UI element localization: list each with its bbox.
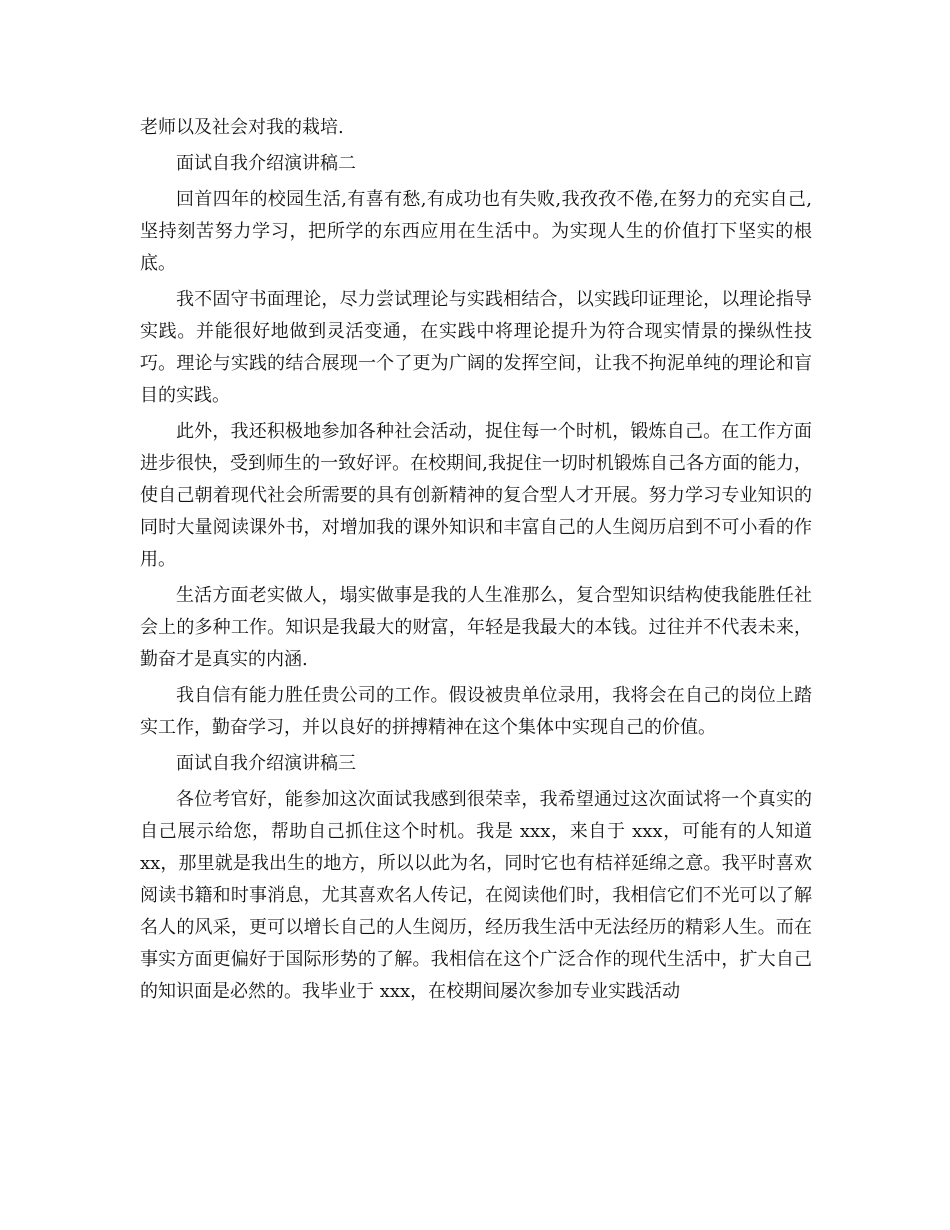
paragraph: 此外，我还积极地参加各种社会活动，捉住每一个时机，锻炼自己。在工作方面进步很快，受到师生的一致好评。在校期间,我捉住一切时机锻炼自己各方面的能力，使自己朝着现代社会所需要的具有创新精神的复合型人才开展。努力学习专业知识的同时大量阅读课外书，对增加我的课外知识和丰富自己的人生阅历启到不可小看的作用。: [140, 421, 812, 570]
paragraph: 我不固守书面理论，尽力尝试理论与实践相结合，以实践印证理论，以理论指导实践。并能很好地做到灵活变通，在实践中将理论提升为符合现实情景的操纵性技巧。理论与实践的结合展现一个了更为广阔的发挥空间，让我不拘泥单纯的理论和盲目的实践。: [140, 289, 812, 406]
section-heading-3: 面试自我介绍演讲稿三: [176, 753, 356, 774]
section-heading-2: 面试自我介绍演讲稿二: [176, 153, 356, 174]
paragraph: 我自信有能力胜任贵公司的工作。假设被贵单位录用，我将会在自己的岗位上踏实工作，勤奋学习，并以良好的拼搏精神在这个集体中实现自己的价值。: [140, 685, 812, 738]
paragraph-continuation: 老师以及社会对我的栽培.: [140, 117, 344, 138]
document-body: [140, 112, 812, 1012]
paragraph: 回首四年的校园生活,有喜有愁,有成功也有失败,我孜孜不倦,在努力的充实自己,坚持刻苦努力学习，把所学的东西应用在生活中。为实现人生的价值打下坚实的根底。: [140, 189, 812, 274]
paragraph: 各位考官好，能参加这次面试我感到很荣幸，我希望通过这次面试将一个真实的自己展示给您，帮助自己抓住这个时机。我是 xxx，来自于 xxx，可能有的人知道 xx，那里就是我出生的地方，所以以此为名，同时它也有桔祥延绵之意。我平时喜欢阅读书籍和时事消息，尤其喜欢名人传记，在阅读他们时，我相信它们不光可以了解名人的风采，更可以增长自己的人生阅历，经历我生活中无法经历的精彩人生。而在事实方面更偏好于国际形势的了解。我相信在这个广泛合作的现代生活中，扩大自己的知识面是必然的。我毕业于 xxx，在校期间屡次参加专业实践活动: [140, 789, 812, 1002]
paragraph: 生活方面老实做人，塌实做事是我的人生准那么，复合型知识结构使我能胜任社会上的多种工作。知识是我最大的财富，年轻是我最大的本钱。过往并不代表未来，勤奋才是真实的内涵.: [140, 585, 812, 670]
